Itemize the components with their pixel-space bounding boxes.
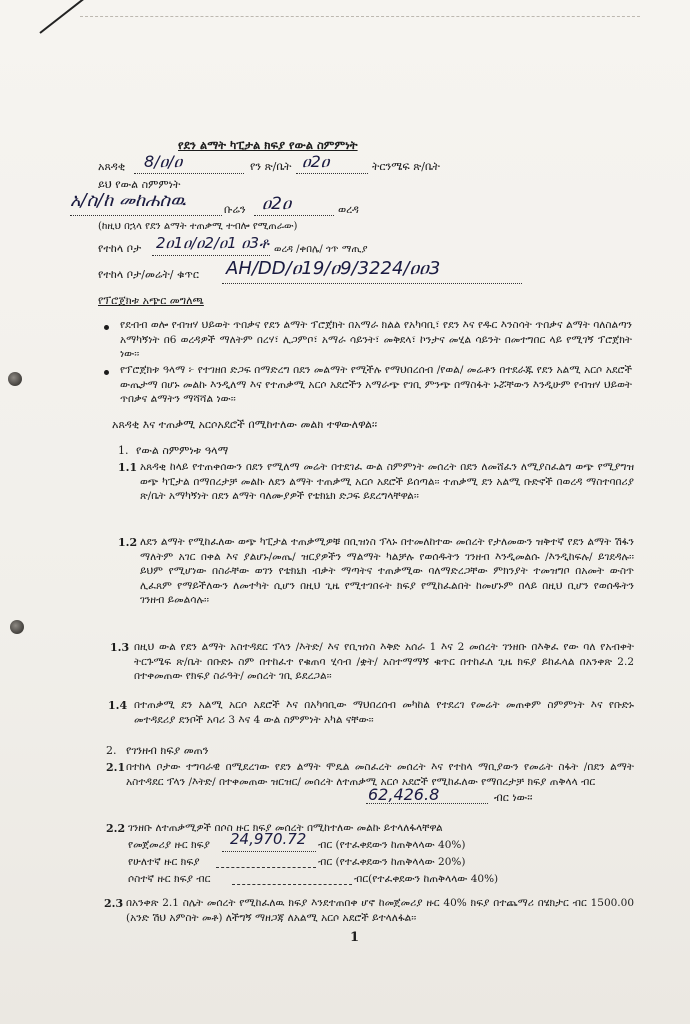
- plot-line: [222, 282, 522, 284]
- approver-line: [134, 172, 244, 174]
- project-summary-heading: የፕሮጀክቱ አጭር መግለጫ: [98, 294, 204, 307]
- date-line: [152, 254, 270, 256]
- section1-title: የውል ስምምነቱ ዓላማ: [136, 444, 229, 457]
- kebele-label: ቡሬን: [224, 203, 246, 216]
- kebele-line: [254, 214, 334, 216]
- clause-number: 1.4: [108, 699, 128, 712]
- punch-hole-icon: [10, 620, 24, 634]
- grant-label: የን ጽ/ቤት: [250, 160, 292, 173]
- clause-number: 2.3: [104, 897, 124, 910]
- page-number: 1: [350, 930, 360, 945]
- page-top-border: [80, 16, 640, 18]
- punch-hole-icon: [8, 372, 22, 386]
- beneficiary-note: (ከዚህ በኋላ የደን ልማት ተጠቃሚ ተብሎ የሚጠራው): [98, 221, 298, 232]
- clause-text: በዚህ ውል የደን ልማት አስተዳደር ፕላን /እትድ/ እና የቢዝነስ እቅድ አሰራ 1 እና 2 መሰረት ገንዘቡ በእቅፈ የው ባለ የአብቀት ትርጉሜፍ ጽ/ቤት በቡድኑ ስም በተከፈተ የቁጠባ ሂሳብ /ቋት/ አስተማማኝ ቁጥር በተከፈለ ጊዜ ክፍያ ይከፈላል በአንቀጽ 2.2 በተቀመጠው የክፍያ ስራዓት/ መሰረት ገቢ ይደረጋል፡፡: [134, 641, 634, 682]
- total-amount-line: [366, 802, 488, 804]
- kebele-value: ዐ2ዐ: [262, 194, 292, 214]
- clause-text: በአንቀጽ 2.1 ስሌት መሰረት የሚከፈለዉ ክፍያ እንደተጠበቀ ሆኖ ከመጀመሪያ ዙር 40% ክፍያ በተጨማሪ በሄክታር ብር 1500.00 (አንድ ሽህ አምስት መቶ) ለችግኝ ማዘጋጃ ለአልሚ አርሶ አደሮች ይተላለፋል፡፡: [126, 897, 634, 924]
- section2-number: 2.: [106, 744, 117, 757]
- payment-line: [232, 883, 352, 885]
- payment-amount: 24,970.72: [230, 830, 307, 848]
- clause-number: 2.1: [106, 761, 126, 774]
- clause-number: 2.2: [106, 822, 126, 835]
- bullet-dot: [104, 370, 109, 375]
- total-amount-suffix: ብር ነው፡፡: [494, 791, 533, 804]
- woreda-label: ወረዳ: [338, 203, 359, 216]
- clause-text: አጸዳቂ ከላይ የተጠቀሰውን በደን የሚለማ መሬት በተደገፈ ውል ስምምነት መሰረት በደን ለመሸፈን ለሚያስፈልግ ወጭ የሚያግዝ ወጭ ካፒታል በማበረታቻ መልኩ ለደን ልማት ተጠቃሚ አርሶ አደሮች ይሰጣል፡፡ ተጠቃሚ ደን አልሚ ቡድኖች በወረዳ ማስተባበሪያ ጽ/ቤት አማካኝነት በደን ልማት ባለሙያዎች የቴክኒክ ድጋፍ ይደረግላቸዋል፡፡: [140, 461, 634, 502]
- bullet-paragraph: የደብብ ወሎ የብዝሃ ህይወት ጥበቃና የደን ልማት ፕሮጀክት በአማራ ክልል የአካባቢ፣ የደን እና የዱር እንስሳት ጥበቃና ልማት ባለስልጣን አማካኝነት በ6 ወረዳዎች ማለትም በረሃ፣ ሊጋምቦ፣ አማራ ሳይንት፣ መቅደላ፣ ኮንታና መሂል ሳይንት በመተግበር ላይ የሚገኝ ፕሮጀክት ነው፡፡: [120, 319, 632, 360]
- payment-label: የሁለተኛ ዙር ክፍያ: [128, 856, 200, 868]
- payment-label: ሶስተኛ ዙር ክፍያ ብር: [128, 873, 211, 885]
- plot-number: AH/DD/ዐ19/ዐ9/3224/ዐዐ3: [226, 258, 441, 279]
- bullet-paragraph: የፕሮጀክቱ ዓላማ ፦ የተገዘበ ድጋፍ በማድረግ በደን መልማት የሚችሉ የማህበረሰብ /የወል/ መሬቶን በተደራጁ የደን አልሚ አርሶ አደሮች ውጤታማ በሆኑ መልኩ እንዲለማ እና የተጠቃሚ አርሶ አደሮችን አማራጭ የገቢ ምንጭ በማስፋት ኑሯቸውን እንዲሁም የብዝሃ ህይወት ጥበቃና ልማትን ማሻሻል ነው፡፡: [120, 364, 632, 405]
- clause-number: 1.3: [110, 641, 130, 654]
- date-value: 2ዐ1ዐ/ዐ2/ዐ1 ዐ3ቶ: [156, 234, 269, 252]
- approver-label: አጸዳቂ: [98, 160, 126, 173]
- payment-label: የመጀመሪያ ዙር ክፍያ: [128, 839, 210, 851]
- section2-title: የገንዘብ ክፍያ መጠን: [126, 744, 209, 757]
- payment-line: [222, 850, 316, 852]
- clause-text: ለደን ልማት የሚከፈለው ወጭ ካፒታል ተጠቃሚዎቹ በቢዝነስ ፕላኑ በተመለከተው መሰረት የታለመውን ዝቅተኛ የደን ልማት ሽፋን ማለትም አገር በቀል እና ያልሆኑ/መጤ/ ዝርያዎችን ማልማት ካልቻሉ የወሰዱትን ገንዘብ እንዲመልሱ /እንዲከፍሉ/ ይገደዳሉ፡፡ ይህም የሚሆነው በስራቸው ወገን የቴክኒክ ብቃት ማጣትና ተጠቃሚው ባለማድረጋቸው ምክንያት ተመዝግቦ በአመት ውስጥ ሊፈጸም የማይችለውን ለመተካት ሲሆን በዚህ ጊዜ የሚተገበሩት ክፍያ የሚከፈልበት ከመሆኑም በላይ በዚህ ቢሆን የወሰዱትን ገንዘብ ይመልሳሉ፡፡: [140, 536, 634, 606]
- payment-line: [216, 866, 316, 868]
- beneficiary-name: አ/ስ/ከ መከሐስዉ: [70, 190, 186, 211]
- payment-suffix: ብር (የተፈቀደውን ከጠቅላላው 40%): [318, 839, 466, 851]
- clause-number: 1.2: [118, 536, 138, 549]
- date-suffix: ወረዳ /ቀበሌ/ ጎጥ ማጢያ: [274, 244, 368, 255]
- grant-value: ዐ2ዐ: [302, 152, 330, 171]
- total-amount: 62,426.8: [368, 785, 440, 804]
- date-label: የተከላ ቦታ: [98, 242, 142, 255]
- name-line: [70, 214, 222, 216]
- document-title: የደን ልማት ካፒታል ክፍያ የውል ስምምነት: [178, 138, 358, 152]
- clause-text: በተጠቃሚ ደን አልሚ አርሶ አደሮች እና በአካባቢው ማህበረሰብ መካከል የተደረገ የመሬት መጠቀም ስምምነት እና የቡድኑ መተዳደሪያ ደንቦች አባሪ 3 እና 4 ውል ስምምነት አካል ናቸው፡፡: [134, 699, 634, 726]
- agreement-intro: አጸዳቂ እና ተጠቃሚ አርሶአደሮች በሚከተለው መልክ ተዋውለዋል፡፡: [112, 418, 378, 431]
- agreement-line: ይህ የውል ስምምነት: [98, 178, 181, 191]
- section1-number: 1.: [118, 444, 129, 457]
- grant-line: [296, 172, 368, 174]
- payment-suffix: ብር (የተፈቀደውን ከጠቅላላው 20%): [318, 856, 466, 868]
- clause-number: 1.1: [118, 461, 138, 474]
- office-suffix: ትርንሜፍ ጽ/ቤት: [372, 160, 440, 173]
- clause-text: በተከላ ቦታው ተግባራዊ በሚደረገው የደን ልማት ሞዴል መስፈረት መሰረት እና የተከላ ማቢያውን የመሬት ስፋት /በደን ልማት አስተዳደር ፕላን /እትድ/ በተቀመጠው ዝርዝር/ መሰረት ለተጠቃሚ አርሶ አደሮች የሚከፈለው የማበረታቻ ክፍያ ጠቅላላ ብር: [126, 761, 634, 788]
- payment-intro: ገንዘቡ ለተጠቃሚዎች በሶስ ዙር ክፍያ መሰረት በሚከተለው መልኩ ይተላለፋላቸዋል: [128, 822, 443, 834]
- plot-label: የተከላ ቦታ/መሬት/ ቁጥር: [98, 268, 199, 281]
- approver-value: 8/ዐ/ዐ: [144, 152, 183, 171]
- bullet-dot: [104, 325, 109, 330]
- payment-suffix: ብር(የተፈቀደውን ከጠቅላላው 40%): [354, 873, 499, 885]
